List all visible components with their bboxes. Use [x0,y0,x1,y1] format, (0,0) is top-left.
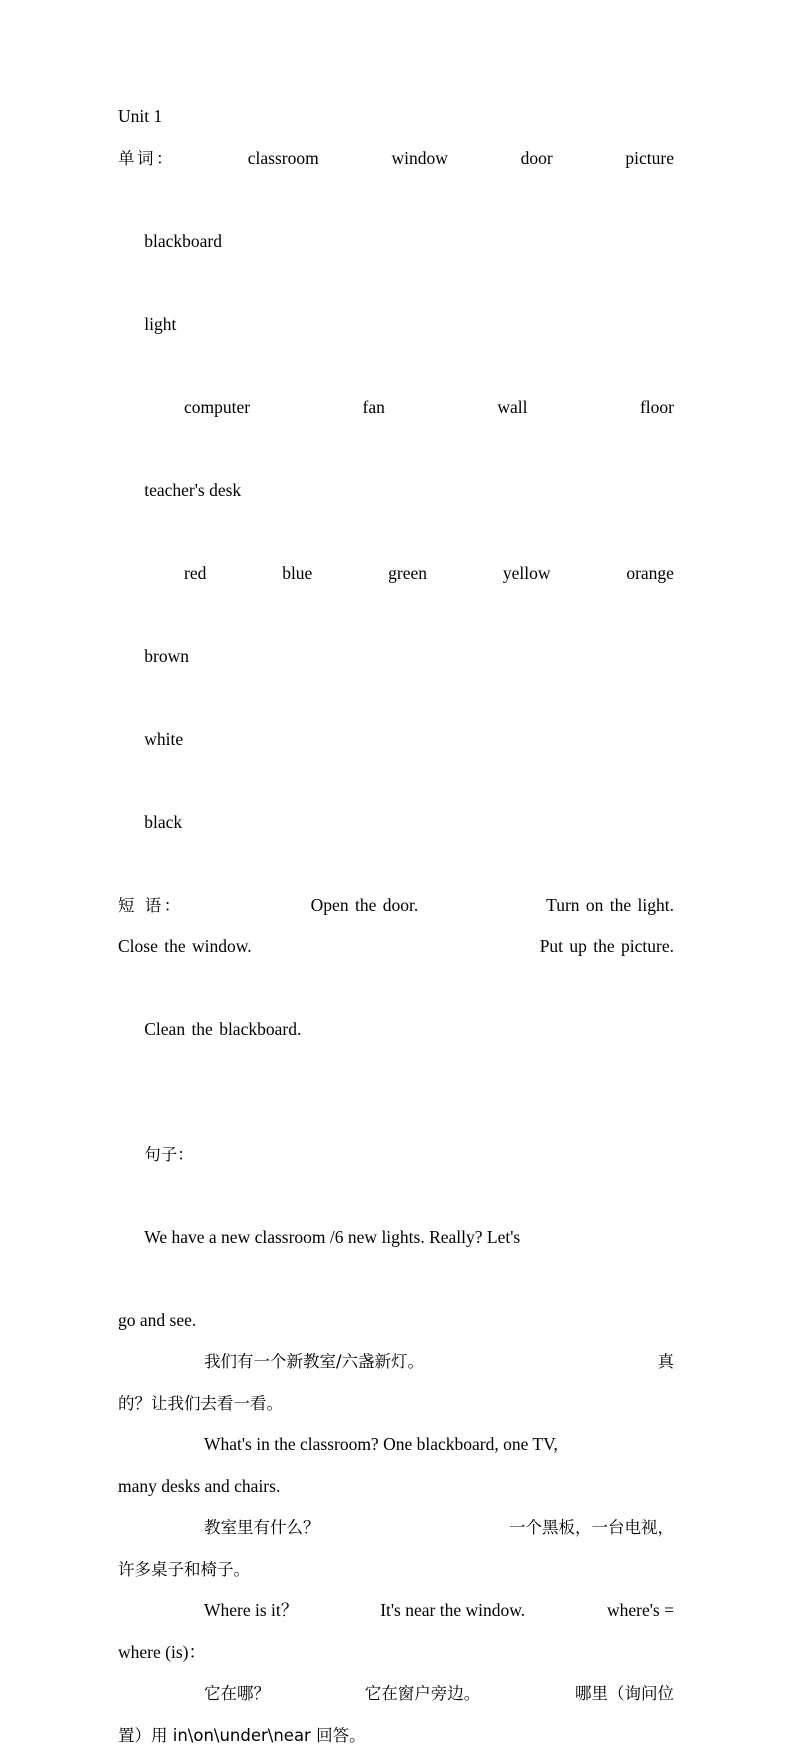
vocab-label: 单词： [118,138,175,180]
sentence-3-en-cont: where (is)： [118,1632,674,1674]
vocab-row-4 [118,428,674,553]
vocab-word: blue [282,553,312,595]
vocab-word: red [184,553,206,595]
sentence-3-cn [118,1673,674,1715]
phrase-row-1 [118,885,674,927]
phrase-text: Turn on the light. [546,885,674,927]
vocab-word: picture [625,138,674,180]
sentence-1-en-cont: go and see. [118,1300,674,1342]
vocab-word: blackboard [144,231,222,251]
vocab-word: classroom [248,138,319,180]
vocab-word: black [144,812,182,832]
sentence-answer: It's near the window. [380,1590,525,1632]
vocab-word: yellow [503,553,551,595]
vocab-word: fan [363,387,385,429]
vocab-word: window [391,138,447,180]
sentence-3-en [118,1590,674,1632]
vocab-word: light [144,314,176,334]
vocab-row-1 [118,138,674,180]
phrase-row-2 [118,926,674,968]
sentence-2-cn-cont: 许多桌子和椅子。 [118,1549,674,1591]
vocab-word: white [144,729,183,749]
vocab-word: floor [640,387,674,429]
sentence-translation: 教室里有什么？ [204,1507,320,1549]
vocab-word: door [521,138,553,180]
phrase-text: Put up the picture. [540,926,674,968]
vocab-word: computer [184,387,250,429]
sentence-translation-tail: 真 [658,1341,675,1383]
phrase-row-3 [118,968,674,1093]
sentence-2-en: What's in the classroom? One blackboard, one TV, [118,1424,674,1466]
vocab-row-2 [118,179,674,387]
sentence-2-cn [118,1507,674,1549]
sentence-3-cn-cont: 置）用 in\on\under\near 回答。 [118,1715,674,1756]
sentence-note: where's = [607,1590,674,1632]
vocab-row-6 [118,594,674,885]
sentence-translation: 我们有一个新教室/六盏新灯。 [204,1341,424,1383]
phrase-label: 短 语： [118,885,183,927]
vocab-word: brown [144,646,189,666]
vocab-row-5 [118,553,674,595]
phrase-text: Clean the blackboard. [144,1019,301,1039]
sentence-question: Where is it？ [204,1590,298,1632]
sentence-1-cn [118,1341,674,1383]
sentence-translation-question: 它在哪？ [204,1673,270,1715]
sentence-1-en [118,1092,674,1300]
vocab-row-3 [118,387,674,429]
sentence-2-en-cont: many desks and chairs. [118,1466,674,1508]
document-body [118,96,674,1756]
vocab-word: orange [626,553,674,595]
sentence-1-cn-cont: 的？让我们去看一看。 [118,1383,674,1425]
phrase-text: Open the door. [311,885,419,927]
vocab-word: green [388,553,427,595]
sentence-label: 句子： [144,1145,194,1164]
sentence-text: We have a new classroom /6 new lights. Really? Let's [144,1227,520,1247]
vocab-word: wall [497,387,527,429]
vocab-word: teacher's desk [144,480,241,500]
sentence-translation-note: 哪里（询问位 [575,1673,674,1715]
sentence-translation-tail: 一个黑板，一台电视， [509,1507,674,1549]
sentence-translation-answer: 它在窗户旁边。 [365,1673,481,1715]
unit-heading: Unit 1 [118,96,674,138]
phrase-text: Close the window. [118,926,252,968]
